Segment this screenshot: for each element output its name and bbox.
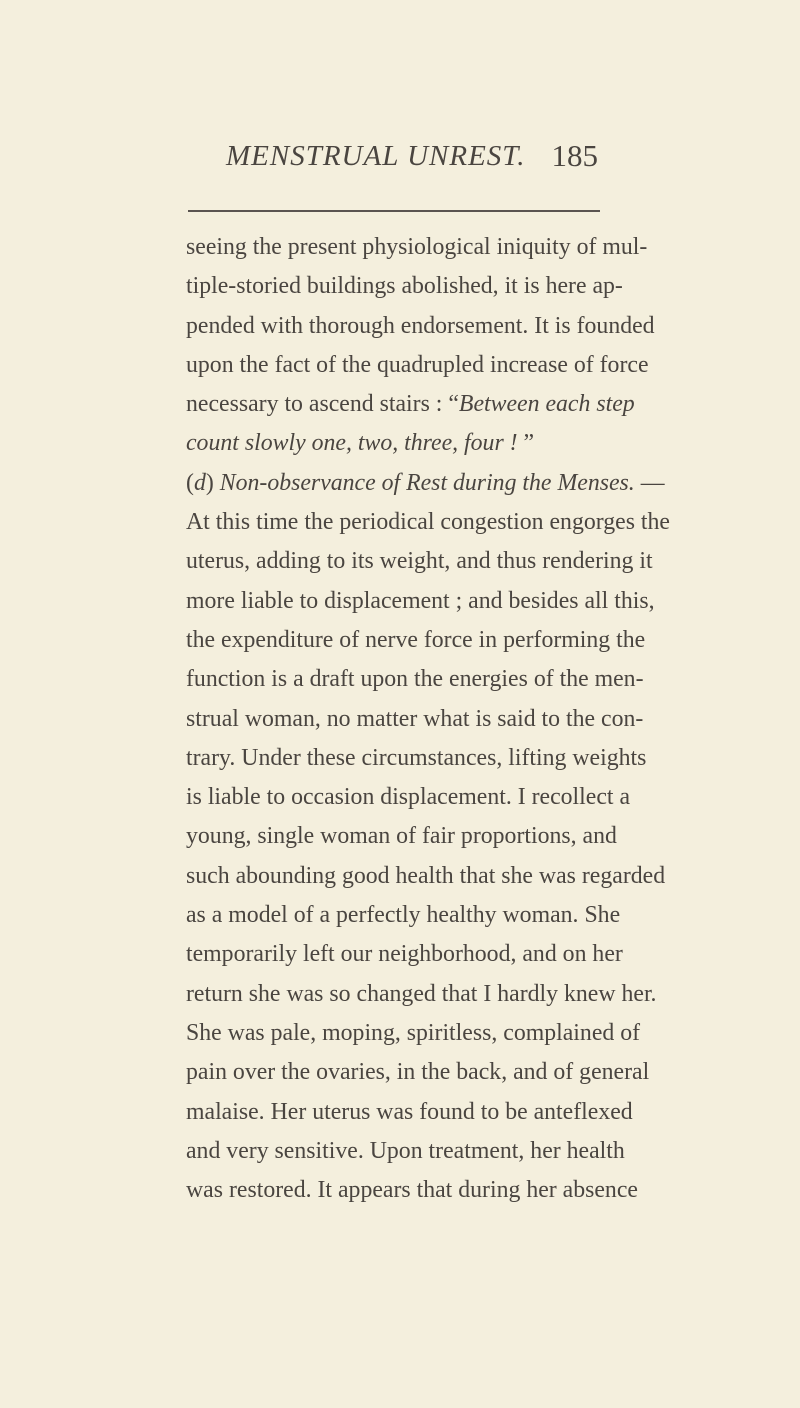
text-segment: necessary to ascend stairs : “ xyxy=(186,391,459,418)
text-line: tiple-storied buildings abolished, it is here ap- xyxy=(186,273,623,300)
text-line: was restored. It appears that during her absence xyxy=(186,1177,638,1204)
running-head xyxy=(226,140,598,188)
text-line: trary. Under these circumstances, lifting weights xyxy=(186,744,647,771)
text-line: strual woman, no matter what is said to the con- xyxy=(186,705,644,732)
text-line: pain over the ovaries, in the back, and of general xyxy=(186,1059,650,1086)
text-segment: — xyxy=(634,469,665,496)
text-line: young, single woman of fair proportions, and xyxy=(186,823,617,850)
running-title: MENSTRUAL UNREST. xyxy=(226,140,526,172)
text-line: malaise. Her uterus was found to be anteflexed xyxy=(186,1098,633,1125)
text-line: seeing the present physiological iniquity of mul- xyxy=(186,234,648,260)
text-line: return she was so changed that I hardly knew her. xyxy=(186,980,657,1007)
body-text xyxy=(186,228,670,1210)
italic-segment: d xyxy=(193,469,206,496)
italic-segment: Between each step xyxy=(458,391,635,418)
text-line: and very sensitive. Upon treatment, her health xyxy=(186,1137,625,1164)
text-line: the expenditure of nerve force in performing the xyxy=(186,626,646,653)
text-segment: ” xyxy=(517,430,535,457)
text-line: such abounding good health that she was regarded xyxy=(186,862,666,889)
header-rule xyxy=(188,210,600,212)
text-line: upon the fact of the quadrupled increase of force xyxy=(186,351,649,378)
text-segment: ( xyxy=(186,469,194,496)
text-line: uterus, adding to its weight, and thus rendering it xyxy=(186,548,653,575)
section-heading-line xyxy=(186,464,665,503)
page-number: 185 xyxy=(551,138,598,173)
italic-segment: count slowly one, two, three, four ! xyxy=(186,430,518,457)
section-heading: Non-observance of Rest during the Menses. xyxy=(219,469,635,496)
text-line: more liable to displacement ; and besides all this, xyxy=(186,587,655,614)
text-line: is liable to occasion displacement. I recollect a xyxy=(186,784,631,811)
text-line: At this time the periodical congestion engorges the xyxy=(186,509,670,536)
text-line: pended with thorough endorsement. It is founded xyxy=(186,312,655,339)
text-line: She was pale, moping, spiritless, complained of xyxy=(186,1019,641,1046)
text-line: temporarily left our neighborhood, and on her xyxy=(186,941,623,968)
text-line: function is a draft upon the energies of the men- xyxy=(186,666,644,693)
text-segment: ) xyxy=(205,469,220,496)
text-line: as a model of a perfectly healthy woman. She xyxy=(186,902,621,929)
text-line xyxy=(186,385,635,424)
text-line xyxy=(186,424,602,463)
